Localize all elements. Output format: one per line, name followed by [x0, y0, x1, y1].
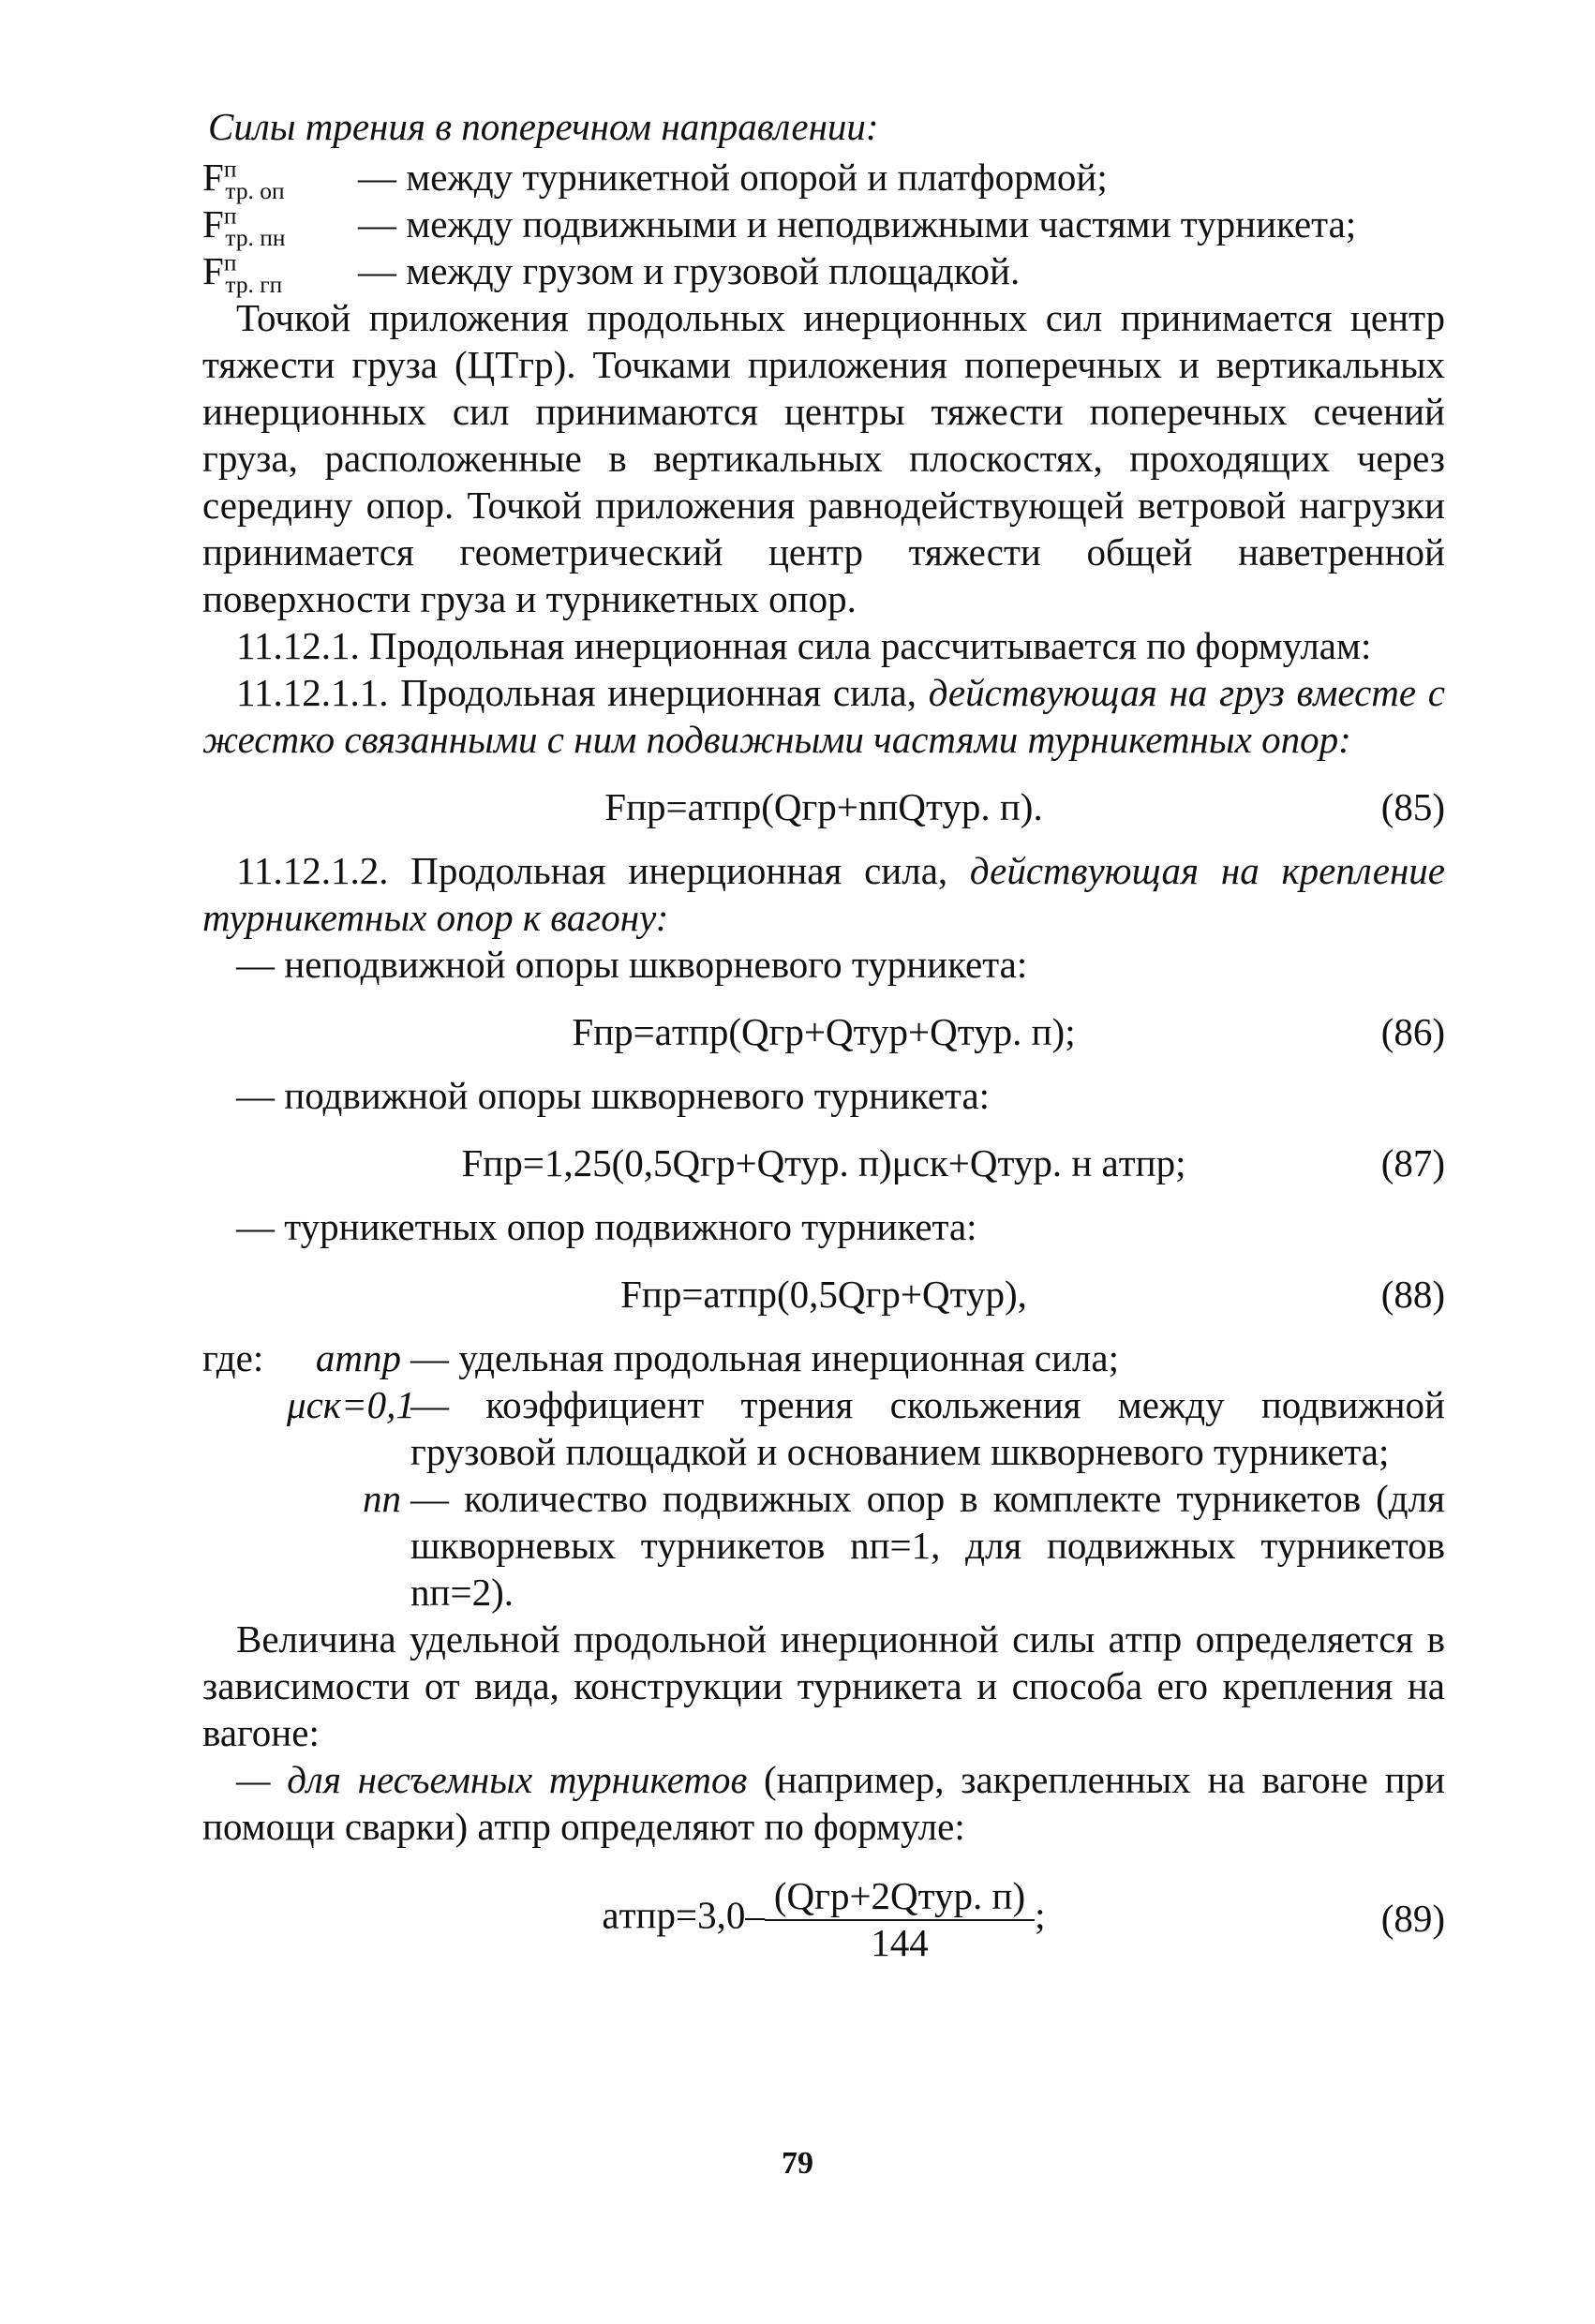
equation-89-tail: ;	[1035, 1893, 1046, 1937]
friction-definition	[202, 154, 1445, 205]
legend-text: — коэффициент трения скольжения между подвижной грузовой площадкой и основанием шкворневого турникета;	[410, 1383, 1445, 1473]
page-number: 79	[782, 2146, 813, 2181]
section-11-12-1-1	[202, 669, 1445, 763]
equation-88-number: (88)	[1380, 1273, 1445, 1316]
section-11-12-1: 11.12.1. Продольная инерционная сила рассчитывается по формулам:	[236, 624, 1372, 667]
equation-87-number: (87)	[1380, 1141, 1445, 1184]
equation-89-lhs: aтпр=3,0–	[602, 1893, 765, 1937]
legend-symbol: nп	[363, 1477, 401, 1520]
legend	[202, 1334, 1445, 1616]
paragraph-specific-force: Величина удельной продольной инерционной силы aтпр определяется в зависимости от вида, конструкции турникета и способа его крепления на вагоне:	[202, 1617, 1445, 1754]
legend-lead-spacer	[202, 1381, 287, 1475]
item-fixed-support: — неподвижной опоры шкворневого турникета:	[236, 943, 1028, 986]
legend-lead: где:	[202, 1336, 264, 1379]
friction-text: — между подвижными и неподвижными частями турникета;	[358, 202, 1357, 246]
friction-text: — между грузом и грузовой площадкой.	[358, 249, 1021, 292]
paragraph-application-points: Точкой приложения продольных инерционных сил принимается центр тяжести груза (ЦТгр). Точками приложения поперечных и вертикальных инерционных сил принимаются центры тяжести поперечных сечений груза, расположенные в вертикальных плоскостях, проходящих через середину опор. Точкой приложения равнодействующей ветровой нагрузки принимается геометрический центр тяжести общей наветренной поверхности груза и турникетных опор.	[202, 296, 1445, 620]
paragraph-non-removable-rest: (например, закрепленных на вагоне при помощи сварки) aтпр определяют по формуле:	[202, 1758, 1445, 1848]
legend-row	[202, 1334, 1445, 1381]
equation-87-formula: Fпр=1,25(0,5Qгр+Qтур. п)μск+Qтур. н aтпр;	[461, 1141, 1186, 1184]
legend-text: — количество подвижных опор в комплекте турникетов (для шкворневых турникетов nп=1, для подвижных турникетов nп=2).	[410, 1477, 1445, 1614]
equation-89-fraction	[765, 1874, 1035, 1964]
friction-definition	[202, 247, 1445, 299]
friction-symbol: $F^п_{тр. оп}$	[202, 156, 285, 205]
section-11-12-1-2	[202, 847, 1445, 941]
paragraph-non-removable-italic: — для несъемных турникетов	[236, 1758, 748, 1801]
equation-86	[202, 995, 1445, 1068]
equation-86-formula: Fпр=aтпр(Qгр+Qтур+Qтур. п);	[572, 1010, 1076, 1053]
equation-85-number: (85)	[1380, 785, 1445, 828]
section-heading: Силы трения в поперечном направлении:	[208, 105, 879, 148]
equation-89-denominator: 144	[871, 1921, 929, 1964]
page-body	[202, 103, 1445, 1985]
friction-symbol: $F^п_{тр. пн}$	[202, 202, 286, 252]
equation-89-number: (89)	[1380, 1897, 1445, 1940]
section-11-12-1-1-italic: действующая на груз вместе с жестко связанными с ним подвижными частями турникетных опор:	[202, 671, 1445, 761]
legend-symbol: aтпр	[315, 1336, 401, 1379]
legend-row	[202, 1381, 1445, 1475]
section-11-12-1-2-number: 11.12.1.2. Продольная инерционная сила,	[236, 849, 970, 892]
equation-89	[202, 1861, 1445, 1981]
friction-symbol: $F^п_{тр. гп}$	[202, 249, 283, 299]
section-11-12-1-2-italic: действующая на крепление турникетных опор к вагону:	[202, 849, 1445, 939]
equation-88	[202, 1258, 1445, 1331]
friction-text: — между турникетной опорой и платформой;	[358, 156, 1108, 199]
legend-lead-spacer	[202, 1475, 287, 1616]
paragraph-non-removable	[202, 1756, 1445, 1850]
item-movable-support: — подвижной опоры шкворневого турникета:	[236, 1074, 991, 1117]
equation-89-formula	[202, 1874, 1445, 1964]
equation-86-number: (86)	[1380, 1010, 1445, 1053]
equation-85-formula: Fпр=aтпр(Qгр+nпQтур. п).	[604, 785, 1043, 828]
friction-definitions	[202, 154, 1445, 299]
legend-text: — удельная продольная инерционная сила;	[410, 1336, 1119, 1379]
equation-87	[202, 1126, 1445, 1199]
legend-symbol: μск=0,1	[287, 1383, 415, 1426]
legend-row	[202, 1475, 1445, 1616]
equation-89-numerator: (Qгр+2Qтур. п)	[765, 1874, 1035, 1921]
friction-definition	[202, 201, 1445, 252]
item-turnstile-supports: — турникетных опор подвижного турникета:	[236, 1205, 977, 1248]
equation-85	[202, 770, 1445, 843]
equation-88-formula: Fпр=aтпр(0,5Qгр+Qтур),	[620, 1273, 1027, 1316]
section-11-12-1-1-number: 11.12.1.1. Продольная инерционная сила,	[236, 671, 929, 714]
